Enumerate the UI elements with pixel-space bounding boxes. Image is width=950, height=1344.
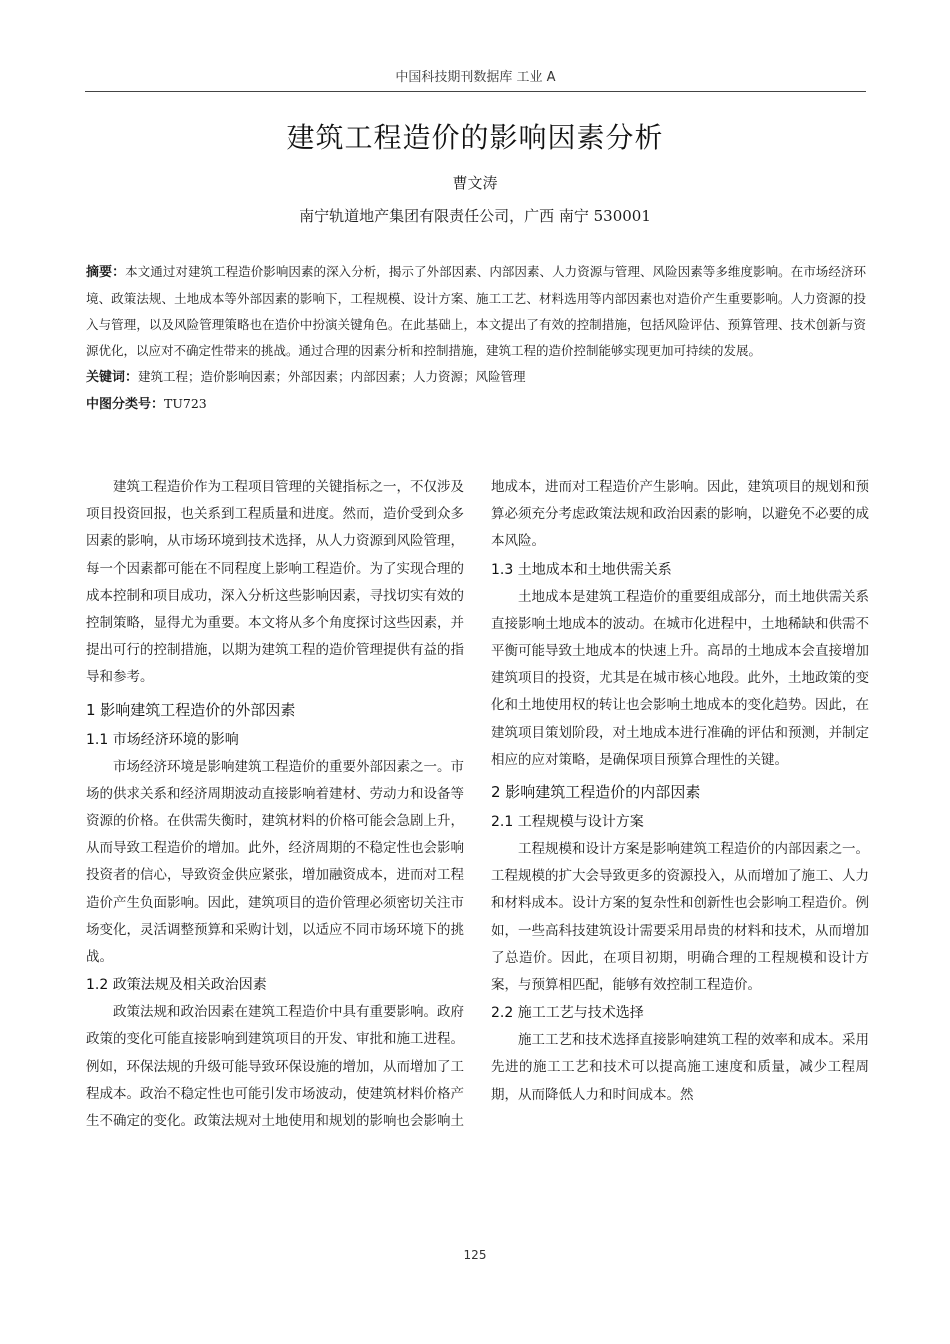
abstract-block	[86, 259, 866, 418]
classification-label: 中图分类号：	[86, 397, 165, 412]
classification-paragraph	[86, 391, 866, 418]
keywords-text: 建筑工程；造价影响因素；外部因素；内部因素；人力资源；风险管理	[138, 369, 526, 384]
section-2-1-paragraph: 工程规模和设计方案是影响建筑工程造价的内部因素之一。工程规模的扩大会导致更多的资源投入，从而增加了施工、人力和材料成本。设计方案的复杂性和创新性也会影响工程造价。例如，一些高科技建筑设计需要采用昂贵的材料和技术，从而增加了总造价。因此，在项目初期，明确合理的工程规模和设计方案，与预算相匹配，能够有效控制工程造价。	[491, 841, 869, 994]
section-1-heading: 1 影响建筑工程造价的外部因素	[86, 700, 296, 719]
intro-paragraph: 建筑工程造价作为工程项目管理的关键指标之一，不仅涉及项目投资回报，也关系到工程质量和进度。然而，造价受到众多因素的影响，从市场环境到技术选择，从人力资源到风险管理，每一个因素都可能在不同程度上影响工程造价。为了实现合理的成本控制和项目成功，深入分析这些影响因素，寻找切实有效的控制策略，显得尤为重要。本文将从多个角度探讨这些因素，并提出可行的控制措施，以期为建筑工程的造价管理提供有益的指导和参考。	[86, 479, 464, 686]
right-column	[491, 474, 869, 1109]
section-1-2-heading: 1.2 政策法规及相关政治因素	[86, 977, 267, 994]
classification-text: TU723	[164, 396, 207, 411]
section-2-1-heading: 2.1 工程规模与设计方案	[491, 814, 644, 831]
section-2-2-heading: 2.2 施工工艺与技术选择	[491, 1005, 644, 1022]
keywords-paragraph	[86, 364, 866, 391]
page-number: 125	[463, 1248, 487, 1262]
section-1-3-heading: 1.3 土地成本和土地供需关系	[491, 561, 672, 578]
author-name: 曹文涛	[452, 174, 498, 192]
section-1-2-paragraph: 政策法规和政治因素在建筑工程造价中具有重要影响。政府政策的变化可能直接影响到建筑项目的开发、审批和施工进程。例如，环保法规的升级可能导致环保设施的增加，从而增加了工程成本。政治不稳定性也可能引发市场波动，使建筑材料价格产生不确定的变化。政策法规对土地使用和规划的影响也会影响土	[86, 1004, 464, 1130]
section-1-3-paragraph: 土地成本是建筑工程造价的重要组成部分，而土地供需关系直接影响土地成本的波动。在城市化进程中，土地稀缺和供需不平衡可能导致土地成本的快速上升。高昂的土地成本会直接增加建筑项目的投资，尤其是在城市核心地段。此外，土地政策的变化和土地使用权的转让也会影响土地成本的变化趋势。因此，在建筑项目策划阶段，对土地成本进行准确的评估和预测，并制定相应的应对策略，是确保项目预算合理性的关键。	[491, 588, 869, 768]
section-2-2-paragraph: 施工工艺和技术选择直接影响建筑工程的效率和成本。采用先进的施工工艺和技术可以提高施工速度和质量，减少工程周期，从而降低人力和时间成本。然	[491, 1032, 869, 1103]
author-affiliation: 南宁轨道地产集团有限责任公司，广西 南宁 530001	[299, 207, 651, 225]
paper-title: 建筑工程造价的影响因素分析	[286, 121, 664, 154]
journal-header: 中国科技期刊数据库 工业 A	[85, 66, 866, 92]
abstract-label: 摘要：	[86, 265, 126, 280]
section-1-1-heading: 1.1 市场经济环境的影响	[86, 731, 239, 748]
keywords-label: 关键词：	[86, 370, 139, 385]
abstract-paragraph	[86, 259, 866, 364]
abstract-text: 本文通过对建筑工程造价影响因素的深入分析，揭示了外部因素、内部因素、人力资源与管理、风险因素等多维度影响。在市场经济环境、政策法规、土地成本等外部因素的影响下，工程规模、设计方案、施工工艺、材料选用等内部因素也对造价产生重要影响。人力资源的投入与管理，以及风险管理策略也在造价中扮演关键角色。在此基础上，本文提出了有效的控制措施，包括风险评估、预算管理、技术创新与资源优化，以应对不确定性带来的挑战。通过合理的因素分析和控制措施，建筑工程的造价控制能够实现更加可持续的发展。	[86, 264, 866, 358]
section-1-1-paragraph: 市场经济环境是影响建筑工程造价的重要外部因素之一。市场的供求关系和经济周期波动直接影响着建材、劳动力和设备等资源的价格。在供需失衡时，建筑材料的价格可能会急剧上升，从而导致工程造价的增加。此外，经济周期的不稳定性也会影响投资者的信心，导致资金供应紧张，增加融资成本，进而对工程造价产生负面影响。因此，建筑项目的造价管理必须密切关注市场变化，灵活调整预算和采购计划，以适应不同市场环境下的挑战。	[86, 758, 464, 966]
left-column	[86, 474, 464, 1135]
section-1-2-paragraph-continued: 地成本，进而对工程造价产生影响。因此，建筑项目的规划和预算必须充分考虑政策法规和政治因素的影响，以避免不必要的成本风险。	[491, 479, 869, 550]
section-2-heading: 2 影响建筑工程造价的内部因素	[491, 783, 701, 802]
